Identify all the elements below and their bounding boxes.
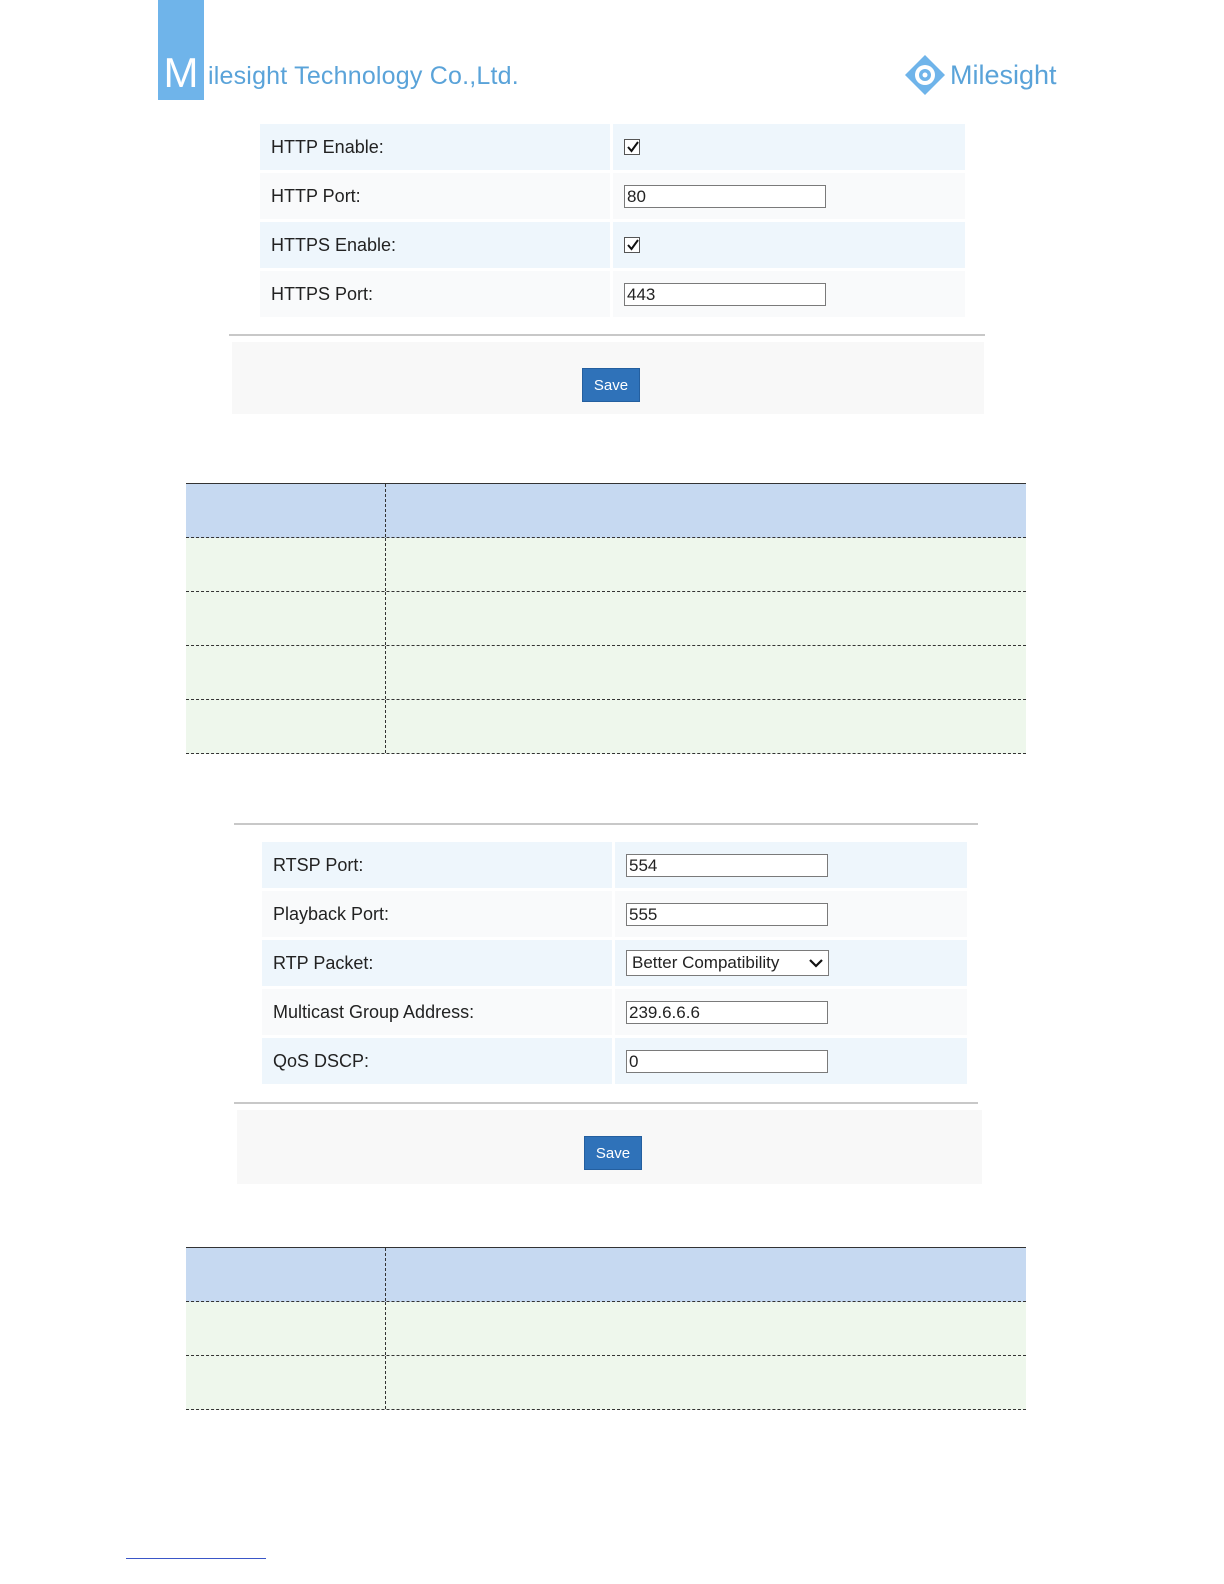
milesight-logo-icon	[904, 54, 946, 96]
brand-name: Milesight	[950, 59, 1057, 90]
company-logo-block	[158, 0, 204, 100]
footer-link-underline	[126, 1558, 266, 1559]
http-settings-panel	[260, 124, 965, 320]
rtsp-port-label: RTSP Port:	[262, 842, 612, 888]
rtsp-port-row	[262, 842, 967, 888]
playback-port-row	[262, 891, 967, 937]
https-enable-checkbox[interactable]	[624, 237, 640, 253]
rtp-packet-label: RTP Packet:	[262, 940, 612, 986]
table-row	[186, 538, 1026, 592]
qos-dscp-label: QoS DSCP:	[262, 1038, 612, 1084]
https-enable-row	[260, 222, 965, 268]
table-row	[186, 592, 1026, 646]
table-header-row	[186, 483, 1026, 538]
qos-dscp-row	[262, 1038, 967, 1084]
divider	[234, 823, 978, 825]
table-row	[186, 646, 1026, 700]
https-port-label: HTTPS Port:	[260, 271, 610, 317]
table-row	[186, 1302, 1026, 1356]
http-enable-label: HTTP Enable:	[260, 124, 610, 170]
rtsp-save-button[interactable]: Save	[584, 1136, 642, 1170]
http-port-input[interactable]: 80	[624, 185, 826, 208]
http-port-row	[260, 173, 965, 219]
table-row	[186, 700, 1026, 754]
chevron-down-icon	[808, 956, 824, 970]
divider	[229, 334, 985, 336]
rtp-packet-select[interactable]	[626, 950, 829, 976]
https-port-row	[260, 271, 965, 317]
table-header-row	[186, 1247, 1026, 1302]
checkmark-icon	[625, 237, 641, 253]
rtp-packet-selected-value: Better Compatibility	[632, 953, 780, 972]
company-name: ilesight Technology Co.,Ltd.	[208, 62, 519, 90]
https-port-input[interactable]: 443	[624, 283, 826, 306]
divider	[234, 1102, 978, 1104]
rtsp-port-input[interactable]: 554	[626, 854, 828, 877]
playback-port-label: Playback Port:	[262, 891, 612, 937]
description-table-2	[186, 1247, 1026, 1410]
http-enable-checkbox[interactable]	[624, 139, 640, 155]
playback-port-input[interactable]: 555	[626, 903, 828, 926]
http-enable-row	[260, 124, 965, 170]
rtsp-settings-panel	[262, 842, 967, 1087]
http-port-label: HTTP Port:	[260, 173, 610, 219]
multicast-address-label: Multicast Group Address:	[262, 989, 612, 1035]
https-enable-label: HTTPS Enable:	[260, 222, 610, 268]
rtp-packet-row	[262, 940, 967, 986]
http-save-button[interactable]: Save	[582, 368, 640, 402]
multicast-address-row	[262, 989, 967, 1035]
checkmark-icon	[625, 139, 641, 155]
brand-logo	[904, 54, 1057, 96]
description-table-1	[186, 483, 1026, 754]
table-row	[186, 1356, 1026, 1410]
multicast-address-input[interactable]: 239.6.6.6	[626, 1001, 828, 1024]
qos-dscp-input[interactable]: 0	[626, 1050, 828, 1073]
logo-letter: M	[163, 49, 199, 96]
